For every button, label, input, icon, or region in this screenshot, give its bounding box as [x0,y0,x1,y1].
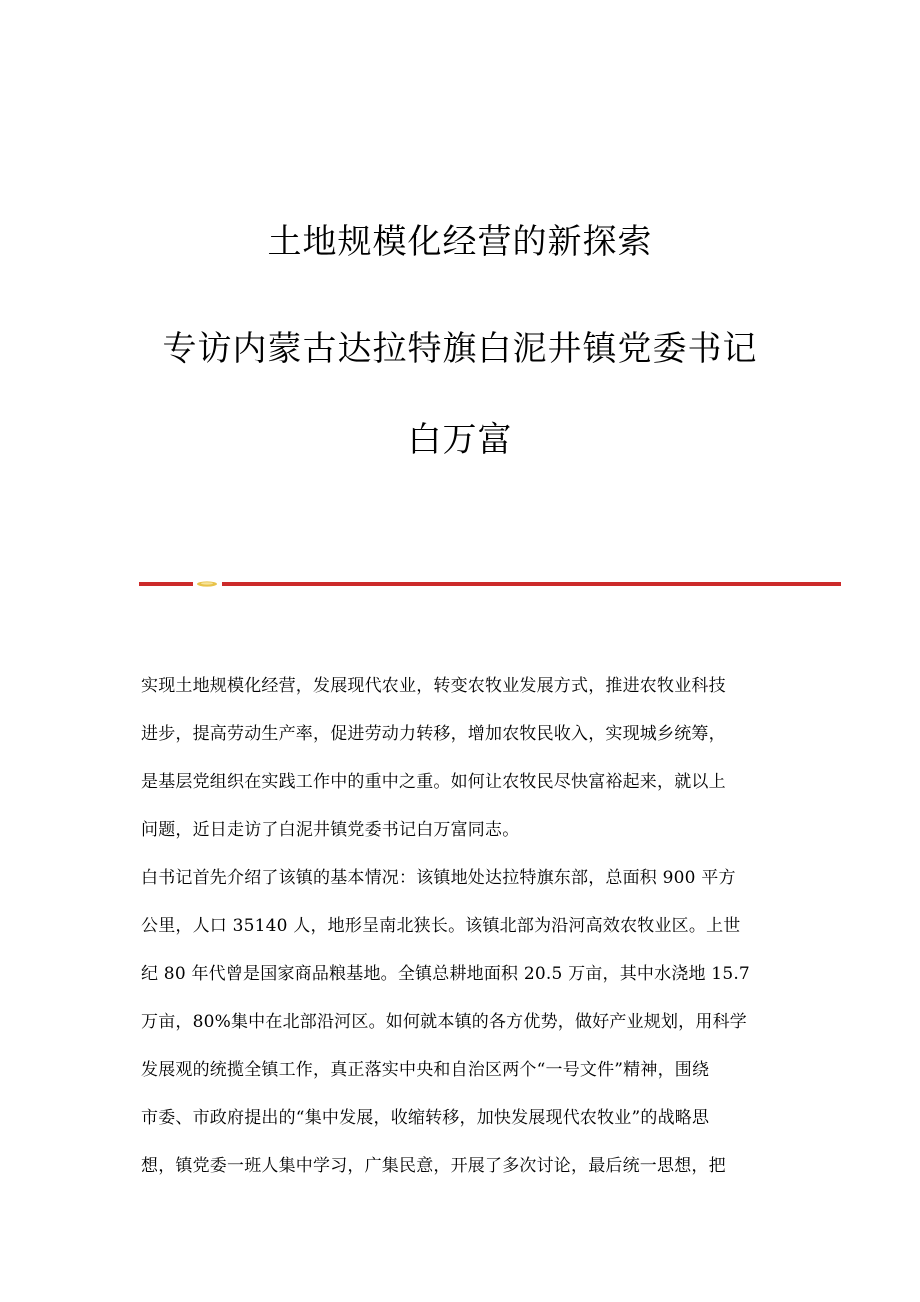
text-line: 纪 80 年代曾是国家商品粮基地。全镇总耕地面积 20.5 万亩，其中水浇地 15.7 [141,964,750,984]
text-line: 公里，人口 35140 人，地形呈南北狭长。该镇北部为沿河高效农牧业区。上世 [141,916,741,936]
text-line: 想，镇党委一班人集中学习，广集民意，开展了多次讨论，最后统一思想，把 [141,1156,726,1176]
text-line: 进步，提高劳动生产率，促进劳动力转移，增加农牧民收入，实现城乡统筹， [141,724,726,744]
text-line: 万亩，80%集中在北部沿河区。如何就本镇的各方优势，做好产业规划，用科学 [141,1012,747,1032]
text-line: 市委、市政府提出的“集中发展，收缩转移，加快发展现代农牧业”的战略思 [141,1108,710,1128]
text-line: 实现土地规模化经营，发展现代农业，转变农牧业发展方式，推进农牧业科技 [141,676,726,696]
paragraph [141,666,781,858]
divider-bar-right [222,582,841,586]
paragraph [141,858,781,1194]
text-line: 发展观的统揽全镇工作，真正落实中央和自治区两个“一号文件”精神，围绕 [141,1060,710,1080]
text-line: 白书记首先介绍了该镇的基本情况：该镇地处达拉特旗东部，总面积 900 平方 [141,868,736,888]
text-line: 是基层党组织在实践工作中的重中之重。如何让农牧民尽快富裕起来，就以上 [141,772,726,792]
article-title: 土地规模化经营的新探索 [267,222,653,262]
article-subtitle-name: 白万富 [407,420,513,460]
article-body [141,666,781,1194]
gold-ornament-icon [196,581,218,587]
text-line: 问题，近日走访了白泥井镇党委书记白万富同志。 [141,820,520,840]
title-divider [139,581,841,586]
article-subtitle: 专访内蒙古达拉特旗白泥井镇党委书记 [162,329,758,369]
divider-bar-left [139,582,193,586]
